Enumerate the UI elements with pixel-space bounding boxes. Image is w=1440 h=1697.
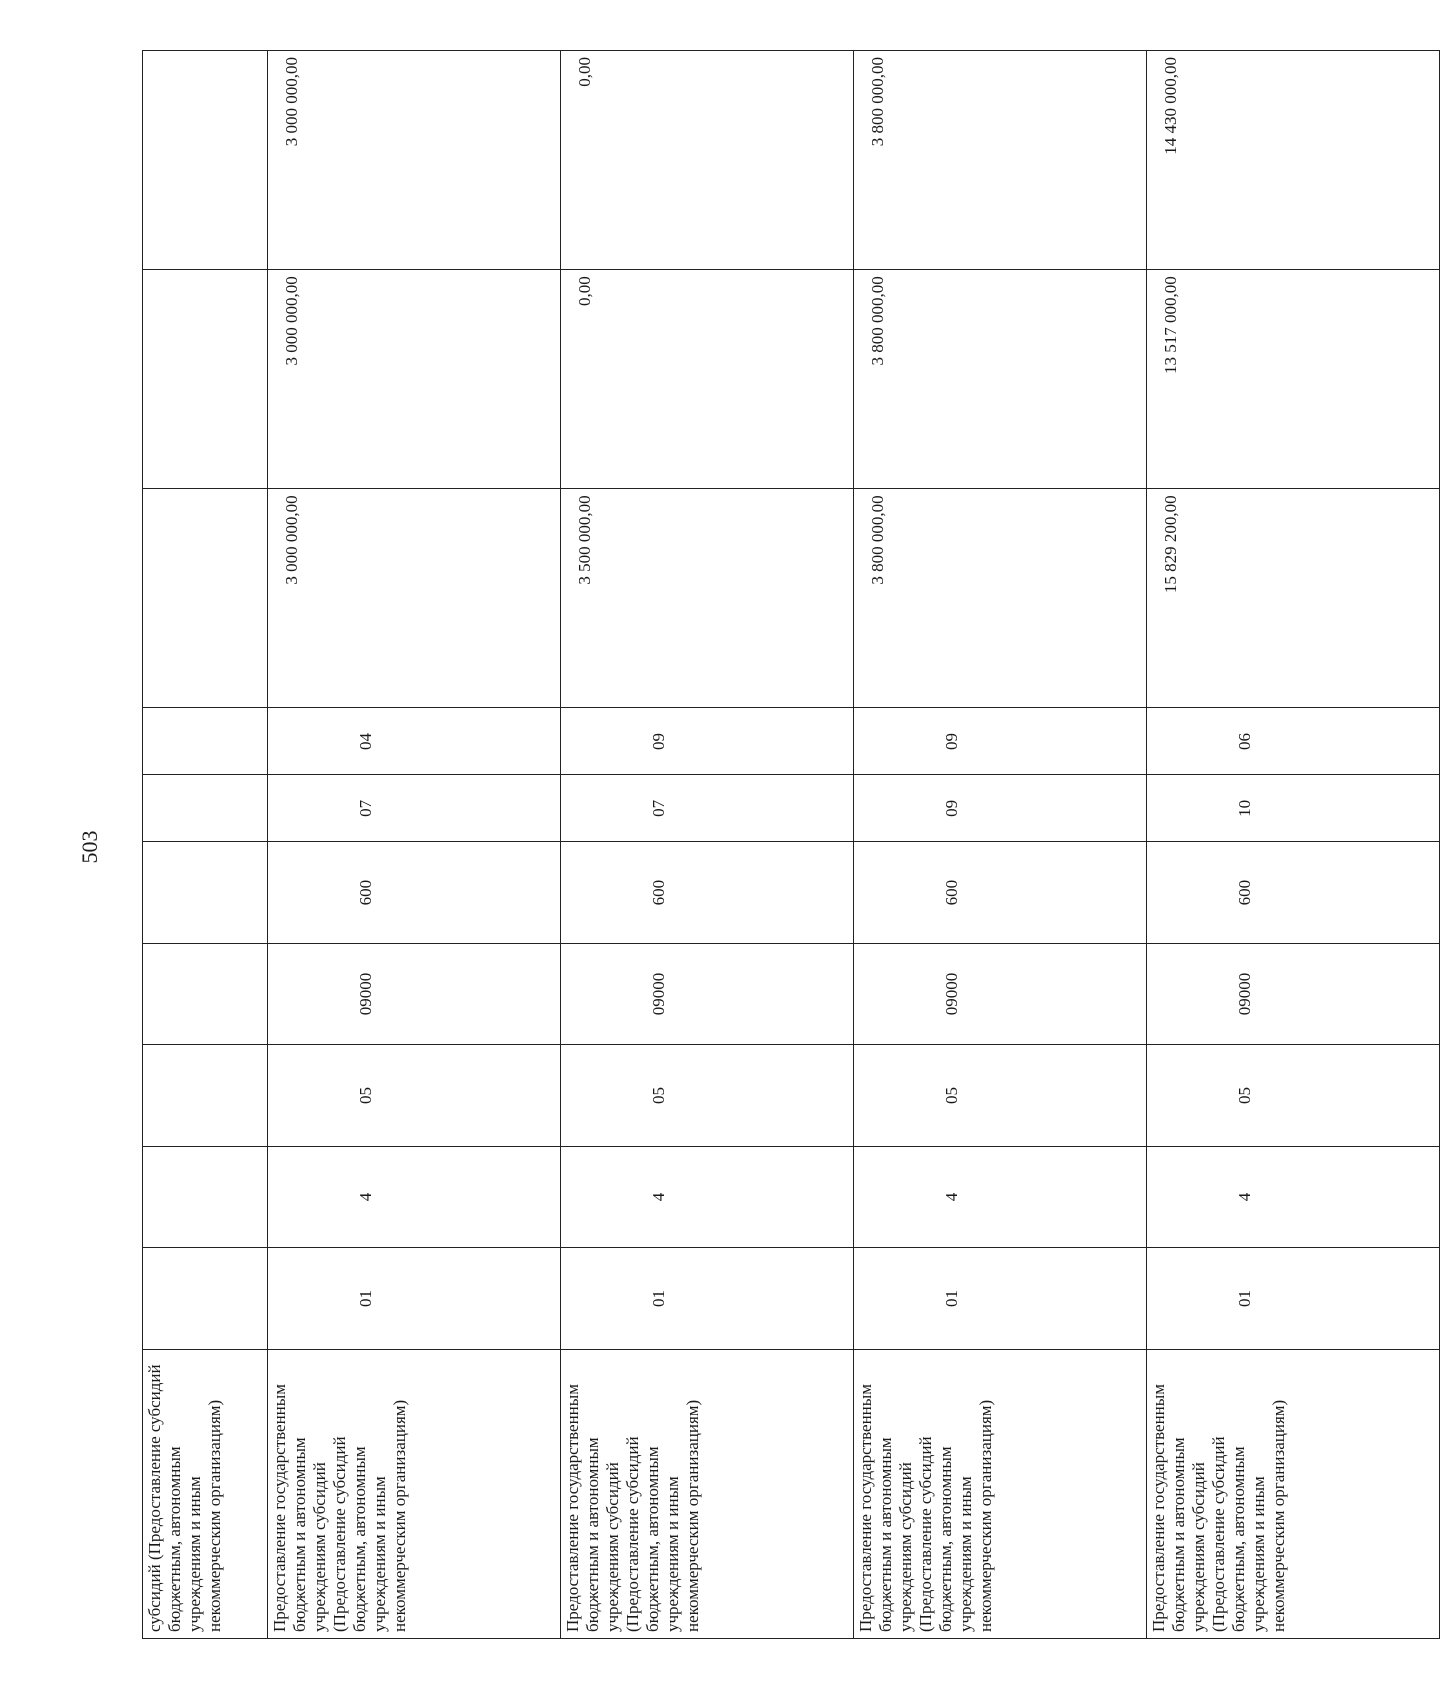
empty-cell <box>143 842 268 943</box>
code-cell: 07 <box>561 775 854 842</box>
table-row <box>561 51 854 1639</box>
code-cell: 06 <box>1147 708 1440 775</box>
budget-table <box>142 50 1440 1639</box>
code-cell: 600 <box>1147 842 1440 943</box>
amount-cell: 0,00 <box>561 270 854 489</box>
code-cell: 09000 <box>854 943 1147 1044</box>
empty-cell <box>143 775 268 842</box>
code-cell: 10 <box>1147 775 1440 842</box>
code-cell: 09000 <box>1147 943 1440 1044</box>
empty-cell <box>143 1146 268 1247</box>
page-number: 503 <box>77 830 102 864</box>
amount-cell: 0,00 <box>561 51 854 270</box>
code-cell: 600 <box>268 842 561 943</box>
code-cell: 01 <box>1147 1248 1440 1349</box>
row-name-cell: Предоставление государственным бюджетным и автономным учреждениям субсидий (Предоставление субсидий бюджетным, автономным учреждениям и иным некоммерческим организациям) <box>268 1349 561 1638</box>
table-row <box>268 51 561 1639</box>
code-cell: 07 <box>268 775 561 842</box>
code-cell: 09 <box>854 708 1147 775</box>
amount-cell: 14 430 000,00 <box>1147 51 1440 270</box>
code-cell: 05 <box>854 1045 1147 1146</box>
code-cell: 4 <box>1147 1146 1440 1247</box>
row-name-cell: Предоставление государственным бюджетным и автономным учреждениям субсидий (Предоставление субсидий бюджетным, автономным учреждениям и иным некоммерческим организациям) <box>561 1349 854 1638</box>
table-row <box>1147 51 1440 1639</box>
code-cell: 05 <box>1147 1045 1440 1146</box>
code-cell: 01 <box>268 1248 561 1349</box>
code-cell: 04 <box>268 708 561 775</box>
amount-cell: 3 000 000,00 <box>268 270 561 489</box>
code-cell: 4 <box>561 1146 854 1247</box>
code-cell: 600 <box>561 842 854 943</box>
empty-cell <box>143 708 268 775</box>
amount-cell: 3 500 000,00 <box>561 489 854 708</box>
code-cell: 09000 <box>561 943 854 1044</box>
table-row <box>143 51 268 1639</box>
code-cell: 4 <box>268 1146 561 1247</box>
amount-cell: 13 517 000,00 <box>1147 270 1440 489</box>
code-cell: 09 <box>854 775 1147 842</box>
empty-cell <box>143 1248 268 1349</box>
code-cell: 05 <box>268 1045 561 1146</box>
code-cell: 01 <box>561 1248 854 1349</box>
row-name-cell: субсидий (Предоставление субсидий бюджетным, автономным учреждениям и иным некоммерческим организациям) <box>143 1349 268 1638</box>
empty-cell <box>143 270 268 489</box>
empty-cell <box>143 51 268 270</box>
code-cell: 09000 <box>268 943 561 1044</box>
amount-cell: 3 000 000,00 <box>268 51 561 270</box>
amount-cell: 3 800 000,00 <box>854 51 1147 270</box>
amount-cell: 3 800 000,00 <box>854 270 1147 489</box>
amount-cell: 3 000 000,00 <box>268 489 561 708</box>
code-cell: 600 <box>854 842 1147 943</box>
amount-cell: 15 829 200,00 <box>1147 489 1440 708</box>
code-cell: 01 <box>854 1248 1147 1349</box>
row-name-cell: Предоставление государственным бюджетным и автономным учреждениям субсидий (Предоставление субсидий бюджетным, автономным учреждениям и иным некоммерческим организациям) <box>1147 1349 1440 1638</box>
empty-cell <box>143 1045 268 1146</box>
amount-cell: 3 800 000,00 <box>854 489 1147 708</box>
code-cell: 4 <box>854 1146 1147 1247</box>
code-cell: 05 <box>561 1045 854 1146</box>
empty-cell <box>143 489 268 708</box>
rotated-table-area <box>142 50 1288 1639</box>
row-name-cell: Предоставление государственным бюджетным и автономным учреждениям субсидий (Предоставление субсидий бюджетным, автономным учреждениям и иным некоммерческим организациям) <box>854 1349 1147 1638</box>
table-row <box>854 51 1147 1639</box>
code-cell: 09 <box>561 708 854 775</box>
empty-cell <box>143 943 268 1044</box>
